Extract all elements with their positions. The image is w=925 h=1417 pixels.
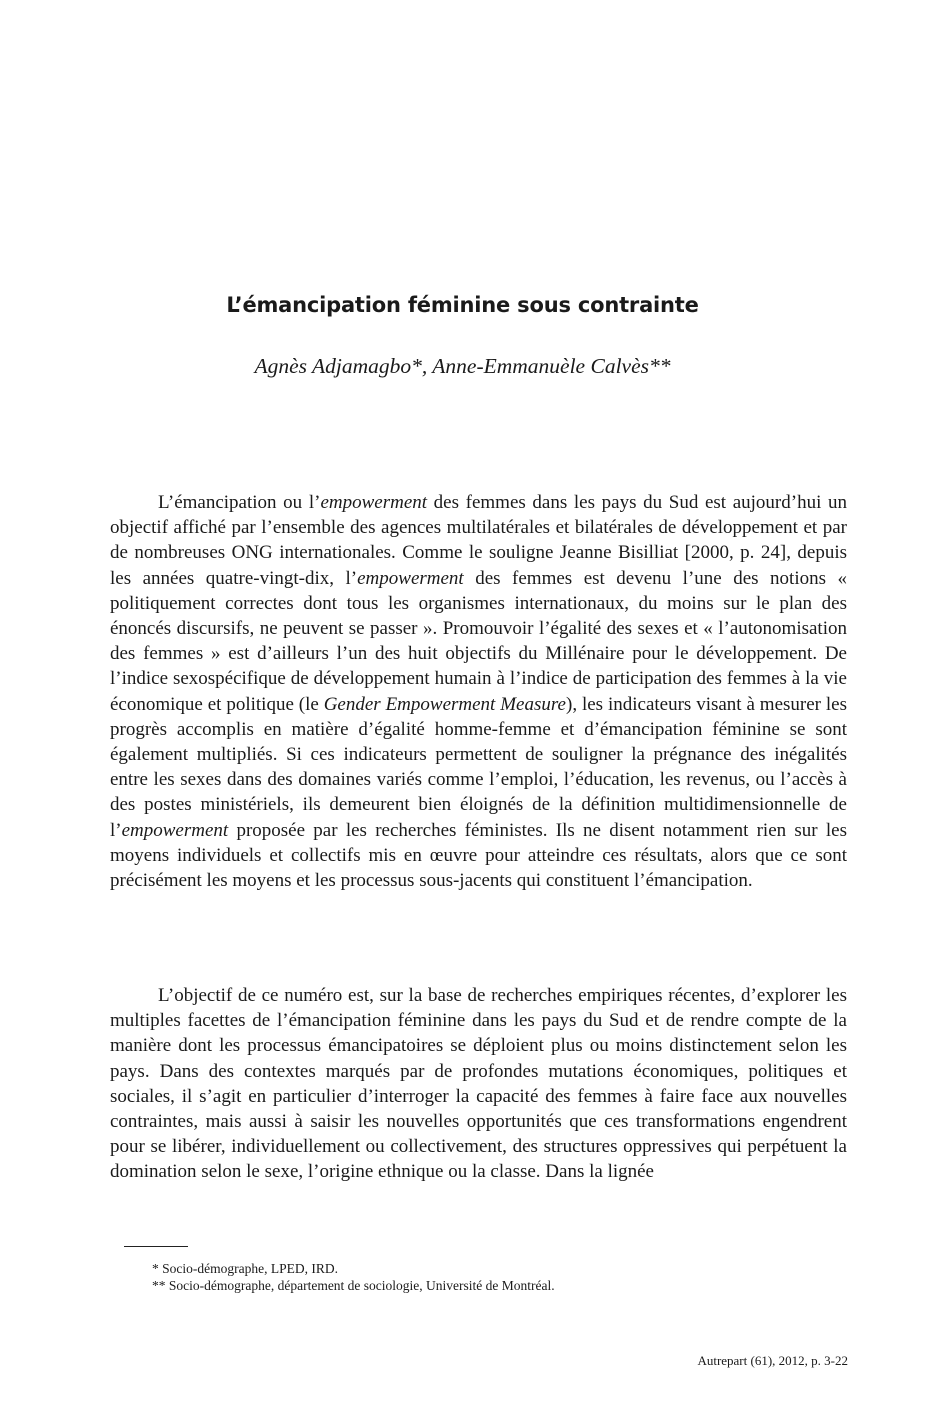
- paragraph-2: [110, 983, 847, 1185]
- italic-term: empowerment: [121, 819, 229, 841]
- text-run: L’émancipation ou l’: [158, 492, 321, 513]
- text-run: proposée par les recherches féministes. Ils ne disent notamment rien sur les moyens individuels et collectifs mis en œuvre pour atteindre ces résultats, alors que ce sont précisément les moyens et les processus sous-jacents qui constituent l’émancipation.: [110, 819, 847, 892]
- italic-term: empowerment: [357, 567, 464, 589]
- text-run: L’objectif de ce numéro est, sur la base de recherches empiriques récentes, d’explorer les multiples facettes de l’émancipation féminine dans les pays du Sud et de rendre compte de la manière dont les processus émancipatoires se déploient plus ou moins distinctement selon les pays. Dans des contextes marqués par de profondes mutations économiques, politiques et sociales, il s’agit en particulier d’interroger la capacité des femmes à faire face aux nouvelles contraintes, mais aussi à saisir les nouvelles opportunités que ces transformations engendrent pour se libérer, individuellement ou collectivement, des structures oppressives qui perpétuent la domination selon le sexe, l’origine ethnique ou la classe. Dans la lignée: [110, 985, 847, 1183]
- article-title: L’émancipation féminine sous contrainte: [226, 293, 699, 317]
- paragraph-1: [110, 490, 847, 893]
- footnote-separator: [124, 1246, 188, 1247]
- article-authors: Agnès Adjamagbo*, Anne-Emmanuèle Calvès**: [254, 354, 671, 378]
- text-run: des femmes est devenu l’une des notions « politiquement correctes dont tous les organismes internationaux, du moins sur le plan des énoncés discursifs, ne peuvent se passer ». Promouvoir l’égalité des sexes et « l’autonomisation des femmes » est d’ailleurs l’un des huit objectifs du Millénaire pour le développement. De l’indice sexospécifique de développement humain à l’indice de participation des femmes à la vie économique et politique (le: [110, 567, 847, 715]
- footnote-2: ** Socio-démographe, département de sociologie, Université de Montréal.: [152, 1278, 555, 1293]
- text-run: ), les indicateurs visant à mesurer les progrès accomplis en matière d’égalité homme-femme et d’émancipation féminine se sont également multipliés. Si ces indicateurs permettent de souligner la prégnance des inégalités entre les sexes dans des domaines variés comme l’emploi, l’éducation, les revenus, ou l’accès à des postes ministériels, ils demeurent bien éloignés de la définition multidimensionnelle de l’: [110, 693, 847, 841]
- text-run: des femmes dans les pays du Sud est aujourd’hui un objectif affiché par l’ensemble des agences multilatérales et bilatérales de développement et par de nombreuses ONG internationales. Comme le souligne Jeanne Bisilliat [2000, p. 24], depuis les années quatre-vingt-dix, l’: [110, 492, 847, 589]
- italic-term: Gender Empowerment Measure: [323, 693, 566, 715]
- footnote-1: * Socio-démographe, LPED, IRD.: [152, 1261, 338, 1276]
- page-footer-citation: Autrepart (61), 2012, p. 3-22: [697, 1353, 848, 1368]
- italic-term: empowerment: [320, 492, 428, 513]
